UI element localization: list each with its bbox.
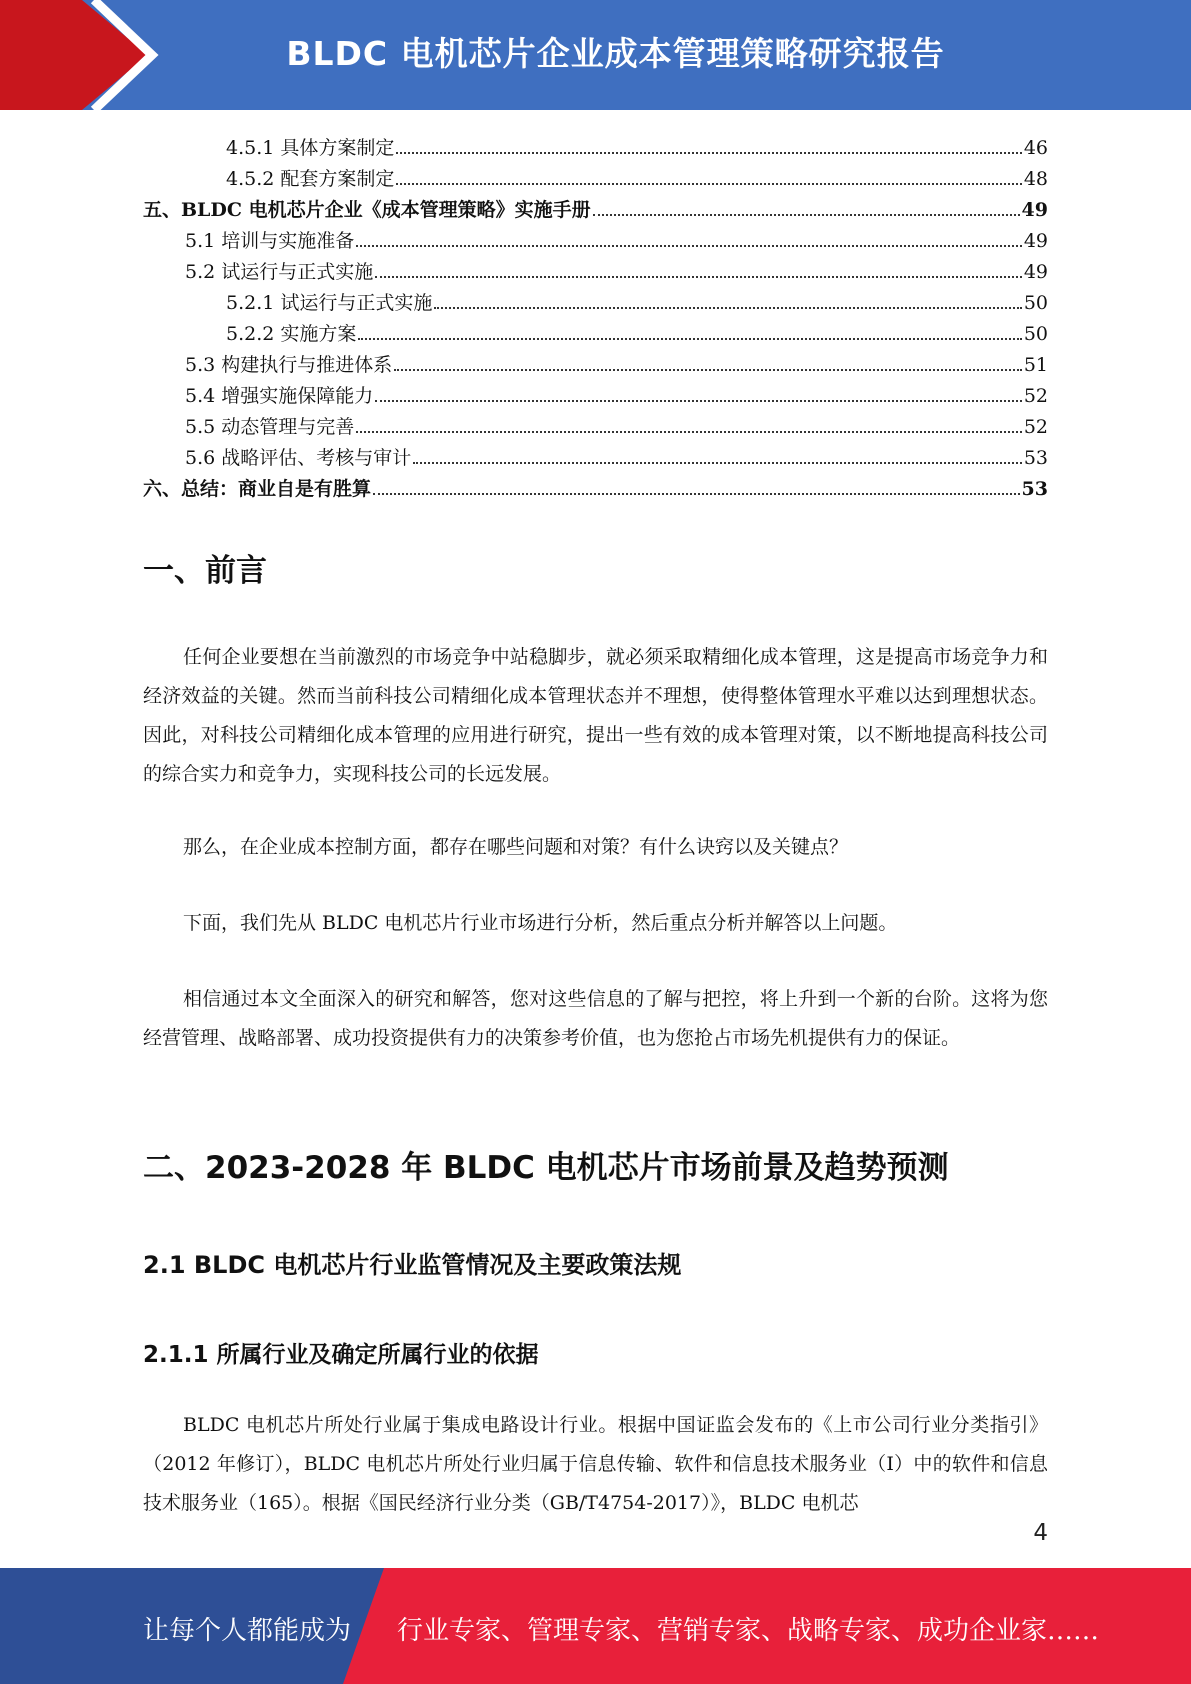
toc-entry-page: 48: [1023, 168, 1048, 190]
toc-leader-dots: [356, 431, 1022, 433]
toc-leader-dots: [396, 183, 1021, 185]
subsection-heading: 2.1 BLDC 电机芯片行业监管情况及主要政策法规: [143, 1251, 682, 1279]
toc-leader-dots: [593, 214, 1020, 216]
toc-entry-page: 53: [1023, 447, 1048, 469]
toc-leader-dots: [356, 245, 1022, 247]
toc-leader-dots: [394, 369, 1022, 371]
toc-leader-dots: [434, 307, 1021, 309]
subsubsection-heading: 2.1.1 所属行业及确定所属行业的依据: [143, 1342, 539, 1368]
toc-leader-dots: [413, 462, 1022, 464]
toc-leader-dots: [396, 152, 1021, 154]
toc-leader-dots: [375, 400, 1022, 402]
toc-entry-label: 4.5.1 具体方案制定: [226, 137, 395, 159]
toc-entry[interactable]: [0, 128, 1191, 159]
toc-entry-label: 5.3 构建执行与推进体系: [185, 354, 393, 376]
toc-entry-label: 4.5.2 配套方案制定: [226, 168, 395, 190]
header-title: BLDC 电机芯片企业成本管理策略研究报告: [286, 34, 945, 73]
toc-entry-page: 52: [1023, 385, 1048, 407]
toc-entry-label: 5.4 增强实施保障能力: [185, 385, 374, 407]
section-heading-market-outlook: 二、2023-2028 年 BLDC 电机芯片市场前景及趋势预测: [143, 1150, 949, 1186]
footer-banner: [0, 1568, 1191, 1684]
toc-entry[interactable]: [0, 314, 1191, 345]
toc-entry-page: 50: [1023, 323, 1048, 345]
body-paragraph: 那么，在企业成本控制方面，都存在哪些问题和对策？有什么诀窍以及关键点？: [183, 836, 849, 858]
footer-slogan-right: 行业专家、管理专家、营销专家、战略专家、成功企业家……: [397, 1616, 1100, 1646]
body-paragraph: 相信通过本文全面深入的研究和解答，您对这些信息的了解与把控，将上升到一个新的台阶。这将为您经营管理、战略部署、成功投资提供有力的决策参考价值，也为您抢占市场先机提供有力的保证。: [143, 988, 1048, 1049]
toc-entry-page: 49: [1023, 261, 1048, 283]
toc-entry[interactable]: [0, 190, 1191, 221]
toc-entry-page: 52: [1023, 416, 1048, 438]
toc-entry[interactable]: [0, 407, 1191, 438]
toc-entry-page: 46: [1023, 137, 1048, 159]
toc-leader-dots: [373, 493, 1020, 495]
toc-entry[interactable]: [0, 159, 1191, 190]
toc-entry[interactable]: [0, 221, 1191, 252]
toc-entry-label: 5.2.1 试运行与正式实施: [226, 292, 433, 314]
toc-entry-page: 51: [1023, 354, 1048, 376]
section-heading-preface: 一、前言: [143, 553, 267, 589]
body-paragraph: 下面，我们先从 BLDC 电机芯片行业市场进行分析，然后重点分析并解答以上问题。: [183, 912, 898, 934]
toc-entry-label: 5.6 战略评估、考核与审计: [185, 447, 412, 469]
body-paragraph: 任何企业要想在当前激烈的市场竞争中站稳脚步，就必须采取精细化成本管理，这是提高市场竞争力和经济效益的关键。然而当前科技公司精细化成本管理状态并不理想，使得整体管理水平难以达到理想状态。因此，对科技公司精细化成本管理的应用进行研究，提出一些有效的成本管理对策，以不断地提高科技公司的综合实力和竞争力，实现科技公司的长远发展。: [143, 646, 1048, 785]
toc-entry[interactable]: [0, 283, 1191, 314]
toc-entry-label: 六、总结：商业自是有胜算: [143, 478, 372, 500]
body-paragraph: BLDC 电机芯片所处行业属于集成电路设计行业。根据中国证监会发布的《上市公司行业分类指引》（2012 年修订），BLDC 电机芯片所处行业归属于信息传输、软件和信息技术服务业（I）中的软件和信息技术服务业（165）。根据《国民经济行业分类（GB/T4754-2017）》，BLDC 电机芯: [143, 1414, 1048, 1514]
toc-entry[interactable]: [0, 252, 1191, 283]
toc-entry-page: 49: [1023, 230, 1048, 252]
toc-entry-page: 49: [1021, 199, 1048, 221]
toc-entry-page: 53: [1021, 478, 1048, 500]
toc-leader-dots: [358, 338, 1021, 340]
toc-entry-label: 五、BLDC 电机芯片企业《成本管理策略》实施手册: [143, 199, 591, 221]
toc-entry[interactable]: [0, 438, 1191, 469]
toc-entry-label: 5.2 试运行与正式实施: [185, 261, 374, 283]
toc-entry[interactable]: [0, 376, 1191, 407]
toc-entry[interactable]: [0, 469, 1191, 500]
toc-entry-label: 5.1 培训与实施准备: [185, 230, 355, 252]
footer-slogan-left: 让每个人都能成为: [143, 1616, 352, 1646]
toc-leader-dots: [375, 276, 1022, 278]
toc-entry-label: 5.5 动态管理与完善: [185, 416, 355, 438]
toc-entry[interactable]: [0, 345, 1191, 376]
toc-entry-page: 50: [1023, 292, 1048, 314]
toc-entry-label: 5.2.2 实施方案: [226, 323, 357, 345]
header-banner: [0, 0, 1191, 110]
page-number: 4: [1033, 1520, 1048, 1546]
